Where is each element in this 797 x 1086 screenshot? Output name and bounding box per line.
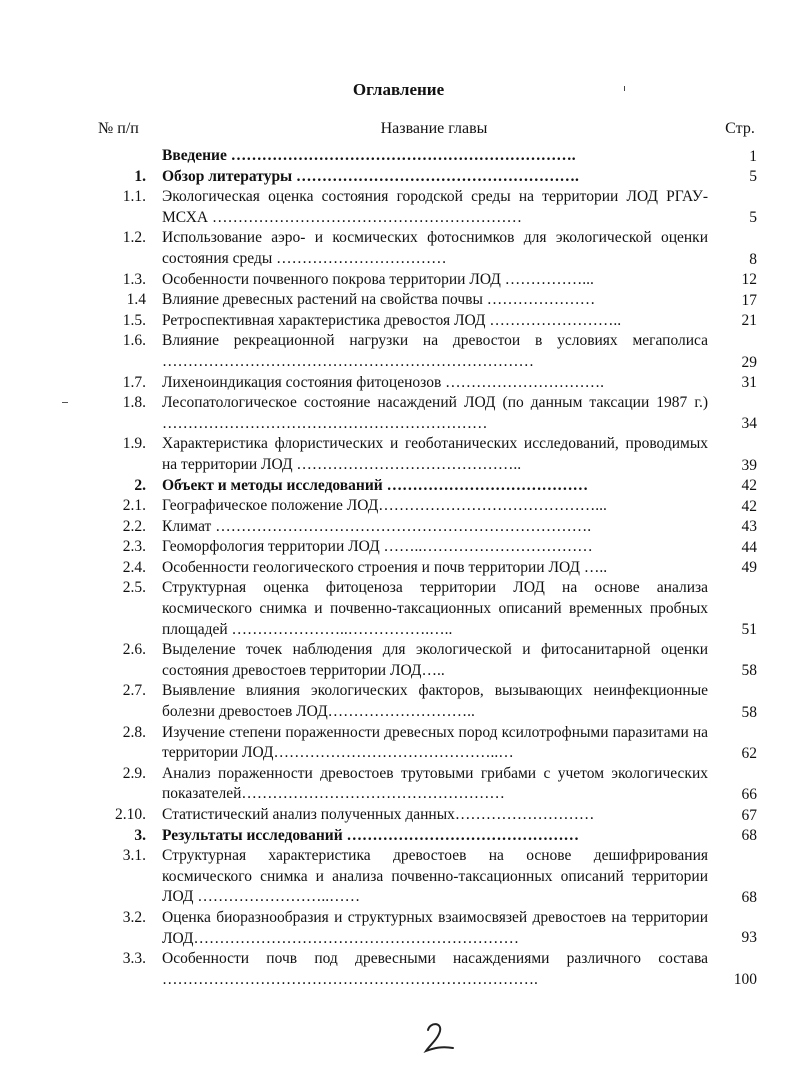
- header-page: Стр.: [725, 120, 755, 137]
- toc-entry-number: 2.10.: [115, 806, 146, 823]
- toc-entry-page: 42: [741, 497, 757, 515]
- toc-entry-page: 93: [741, 928, 757, 946]
- toc-entry: [0, 558, 797, 579]
- toc-entry-number: 2.7.: [122, 682, 146, 700]
- toc-entry: [0, 826, 797, 847]
- toc-entry-number: 1.7.: [122, 373, 146, 391]
- toc-entry-number: 2.9.: [122, 764, 146, 782]
- toc-entry: [0, 311, 797, 332]
- scan-mark: [624, 86, 625, 91]
- table-of-contents: [0, 146, 797, 990]
- toc-entry-number: 3.2.: [122, 908, 146, 926]
- toc-entry: [0, 434, 797, 475]
- toc-entry-title: Выделение точек наблюдения для экологической и фитосанитарной оценки состояния древостоев территории ЛОД…..: [162, 641, 708, 679]
- toc-entry-number: 2.2.: [122, 517, 146, 535]
- toc-entry-page: 66: [741, 786, 757, 803]
- toc-entry-title: Анализ пораженности древостоев трутовыми грибами с учетом экологических показателей……………………………………………: [162, 764, 708, 803]
- toc-entry-number: 3.: [134, 826, 146, 844]
- toc-entry-page: 62: [741, 744, 757, 762]
- toc-entry-title: Особенности геологического строения и почв территории ЛОД …..: [162, 558, 608, 576]
- toc-entry: [0, 949, 797, 990]
- toc-entry-title: Выявление влияния экологических факторов, вызывающих неинфекционные болезни древостоев ЛОД………………………..: [162, 682, 708, 721]
- toc-entry-page: 5: [749, 168, 757, 186]
- toc-entry-title: Влияние рекреационной нагрузки на древостои в условиях мегаполиса ………………………………………………………………: [162, 332, 708, 370]
- toc-entry-page: 58: [741, 703, 757, 721]
- toc-entry-title: Характеристика флористических и геоботанических исследований, проводимых на территории ЛОД ……………………………………..: [162, 435, 708, 473]
- toc-entry-number: 2.1.: [122, 497, 146, 515]
- toc-entry: [0, 908, 797, 949]
- toc-entry-number: 1.2.: [122, 229, 146, 247]
- toc-entry-number: 1.: [134, 167, 146, 185]
- toc-entry-number: 2.: [134, 476, 146, 494]
- toc-entry: [0, 805, 797, 826]
- toc-entry: [0, 640, 797, 681]
- toc-entry-page: 1: [749, 147, 757, 165]
- toc-entry-title: Использование аэро- и космических фотоснимков для экологической оценки состояния среды ……………………………: [162, 229, 708, 267]
- toc-entry-title: Климат ……………………………………………………………….: [162, 517, 592, 535]
- toc-entry: [0, 270, 797, 291]
- toc-entry-page: 21: [741, 312, 757, 330]
- toc-entry-title: Лесопатологическое состояние насаждений ЛОД (по данным таксации 1987 г.) ………………………………………………………: [162, 394, 708, 432]
- toc-entry-number: 2.3.: [122, 538, 146, 556]
- toc-entry: [0, 393, 797, 434]
- toc-entry-number: 1.4: [126, 291, 146, 309]
- toc-entry-page: 67: [741, 806, 757, 824]
- toc-entry-title: Структурная характеристика древостоев на основе дешифрирования космического снимка и анализа почвенно-таксационных описаний территории ЛОД ……………………..……: [162, 847, 708, 906]
- toc-entry: [0, 228, 797, 269]
- toc-entry-page: 39: [741, 456, 757, 474]
- toc-entry-page: 43: [741, 518, 757, 536]
- toc-entry-page: 5: [749, 209, 757, 227]
- header-number: № п/п: [98, 120, 139, 137]
- toc-entry-number: 1.8.: [122, 394, 146, 412]
- toc-entry: [0, 373, 797, 394]
- toc-entry-title: Лихеноиндикация состояния фитоценозов ………………………….: [162, 373, 605, 391]
- toc-entry-title: Введение ………………………………………………………….: [162, 147, 576, 164]
- toc-entry-page: 34: [741, 415, 757, 433]
- toc-entry: [0, 764, 797, 805]
- toc-entry-number: 1.5.: [122, 311, 146, 329]
- toc-entry-title: Структурная оценка фитоценоза территории ЛОД на основе анализа космического снимка и почвенно-таксационных описаний временных пробных площадей …………………..…………….…..: [162, 579, 708, 638]
- toc-entry-page: 8: [749, 250, 757, 268]
- toc-entry: [0, 331, 797, 372]
- toc-entry-number: 2.4.: [122, 558, 146, 576]
- toc-entry-number: 1.3.: [122, 270, 146, 288]
- header-chapter-name: Название главы: [380, 120, 488, 137]
- toc-entry-page: 29: [741, 353, 757, 371]
- toc-entry-title: Обзор литературы ……………………………………………….: [162, 167, 579, 185]
- toc-entry-number: 1.1.: [122, 188, 146, 206]
- toc-entry: [0, 578, 797, 640]
- toc-entry-page: 49: [741, 559, 757, 577]
- toc-entry-page: 51: [741, 621, 757, 639]
- toc-entry: [0, 290, 797, 311]
- toc-entry-title: Статистический анализ полученных данных………………………: [162, 806, 595, 823]
- toc-entry-page: 31: [741, 374, 757, 392]
- handwritten-page-number: [420, 1018, 460, 1058]
- toc-entry: [0, 846, 797, 908]
- toc-entry-number: 2.6.: [122, 641, 146, 659]
- toc-entry-title: Географическое положение ЛОД……………………………………...: [162, 497, 607, 515]
- toc-entry: [0, 187, 797, 228]
- toc-entry-title: Результаты исследований ………………………………………: [162, 826, 580, 844]
- toc-entry-page: 58: [741, 662, 757, 680]
- toc-entry: [0, 496, 797, 517]
- toc-entry: [0, 681, 797, 722]
- toc-entry-page: 68: [741, 827, 757, 845]
- toc-entry-page: 12: [741, 271, 757, 289]
- toc-entry-title: Особенности почв под древесными насаждениями различного состава ……………………………………………………………….: [162, 950, 708, 988]
- toc-entry-page: 44: [741, 538, 757, 556]
- toc-entry-title: Влияние древесных растений на свойства почвы …………………: [162, 291, 596, 309]
- toc-entry-page: 17: [741, 291, 757, 309]
- toc-entry: [0, 517, 797, 538]
- toc-entry-number: 3.3.: [122, 950, 146, 968]
- toc-entry-title: Геоморфология территории ЛОД ……..……………………………: [162, 538, 593, 556]
- toc-entry-title: Оценка биоразнообразия и структурных взаимосвязей древостоев на территории ЛОД………………………………………………………: [162, 908, 708, 947]
- toc-entry-title: Особенности почвенного покрова территории ЛОД ……………...: [162, 270, 594, 288]
- toc-entry-number: 1.6.: [122, 332, 146, 350]
- toc-entry-page: 42: [741, 477, 757, 495]
- page-title: Оглавление: [352, 80, 445, 99]
- toc-entry-title: Объект и методы исследований …………………………………: [162, 476, 589, 494]
- toc-entry-title: Экологическая оценка состояния городской среды на территории ЛОД РГАУ-МСХА ……………………………………………………: [162, 188, 708, 226]
- toc-entry-page: 100: [733, 971, 757, 989]
- toc-entry-title: Изучение степени пораженности древесных пород ксилотрофными паразитами на территории ЛОД……………………………………..…: [162, 723, 708, 762]
- toc-entry-title: Ретроспективная характеристика древостоя ЛОД ……………………..: [162, 311, 622, 329]
- toc-entry-page: 68: [741, 888, 757, 906]
- toc-entry-number: 2.8.: [122, 723, 146, 741]
- toc-entry-number: 2.5.: [122, 579, 146, 597]
- toc-entry-number: 3.1.: [122, 847, 146, 865]
- toc-entry: [0, 476, 797, 497]
- toc-entry: [0, 723, 797, 764]
- toc-entry: [0, 146, 797, 167]
- toc-entry: [0, 167, 797, 188]
- toc-entry-number: 1.9.: [122, 435, 146, 453]
- toc-entry: [0, 537, 797, 558]
